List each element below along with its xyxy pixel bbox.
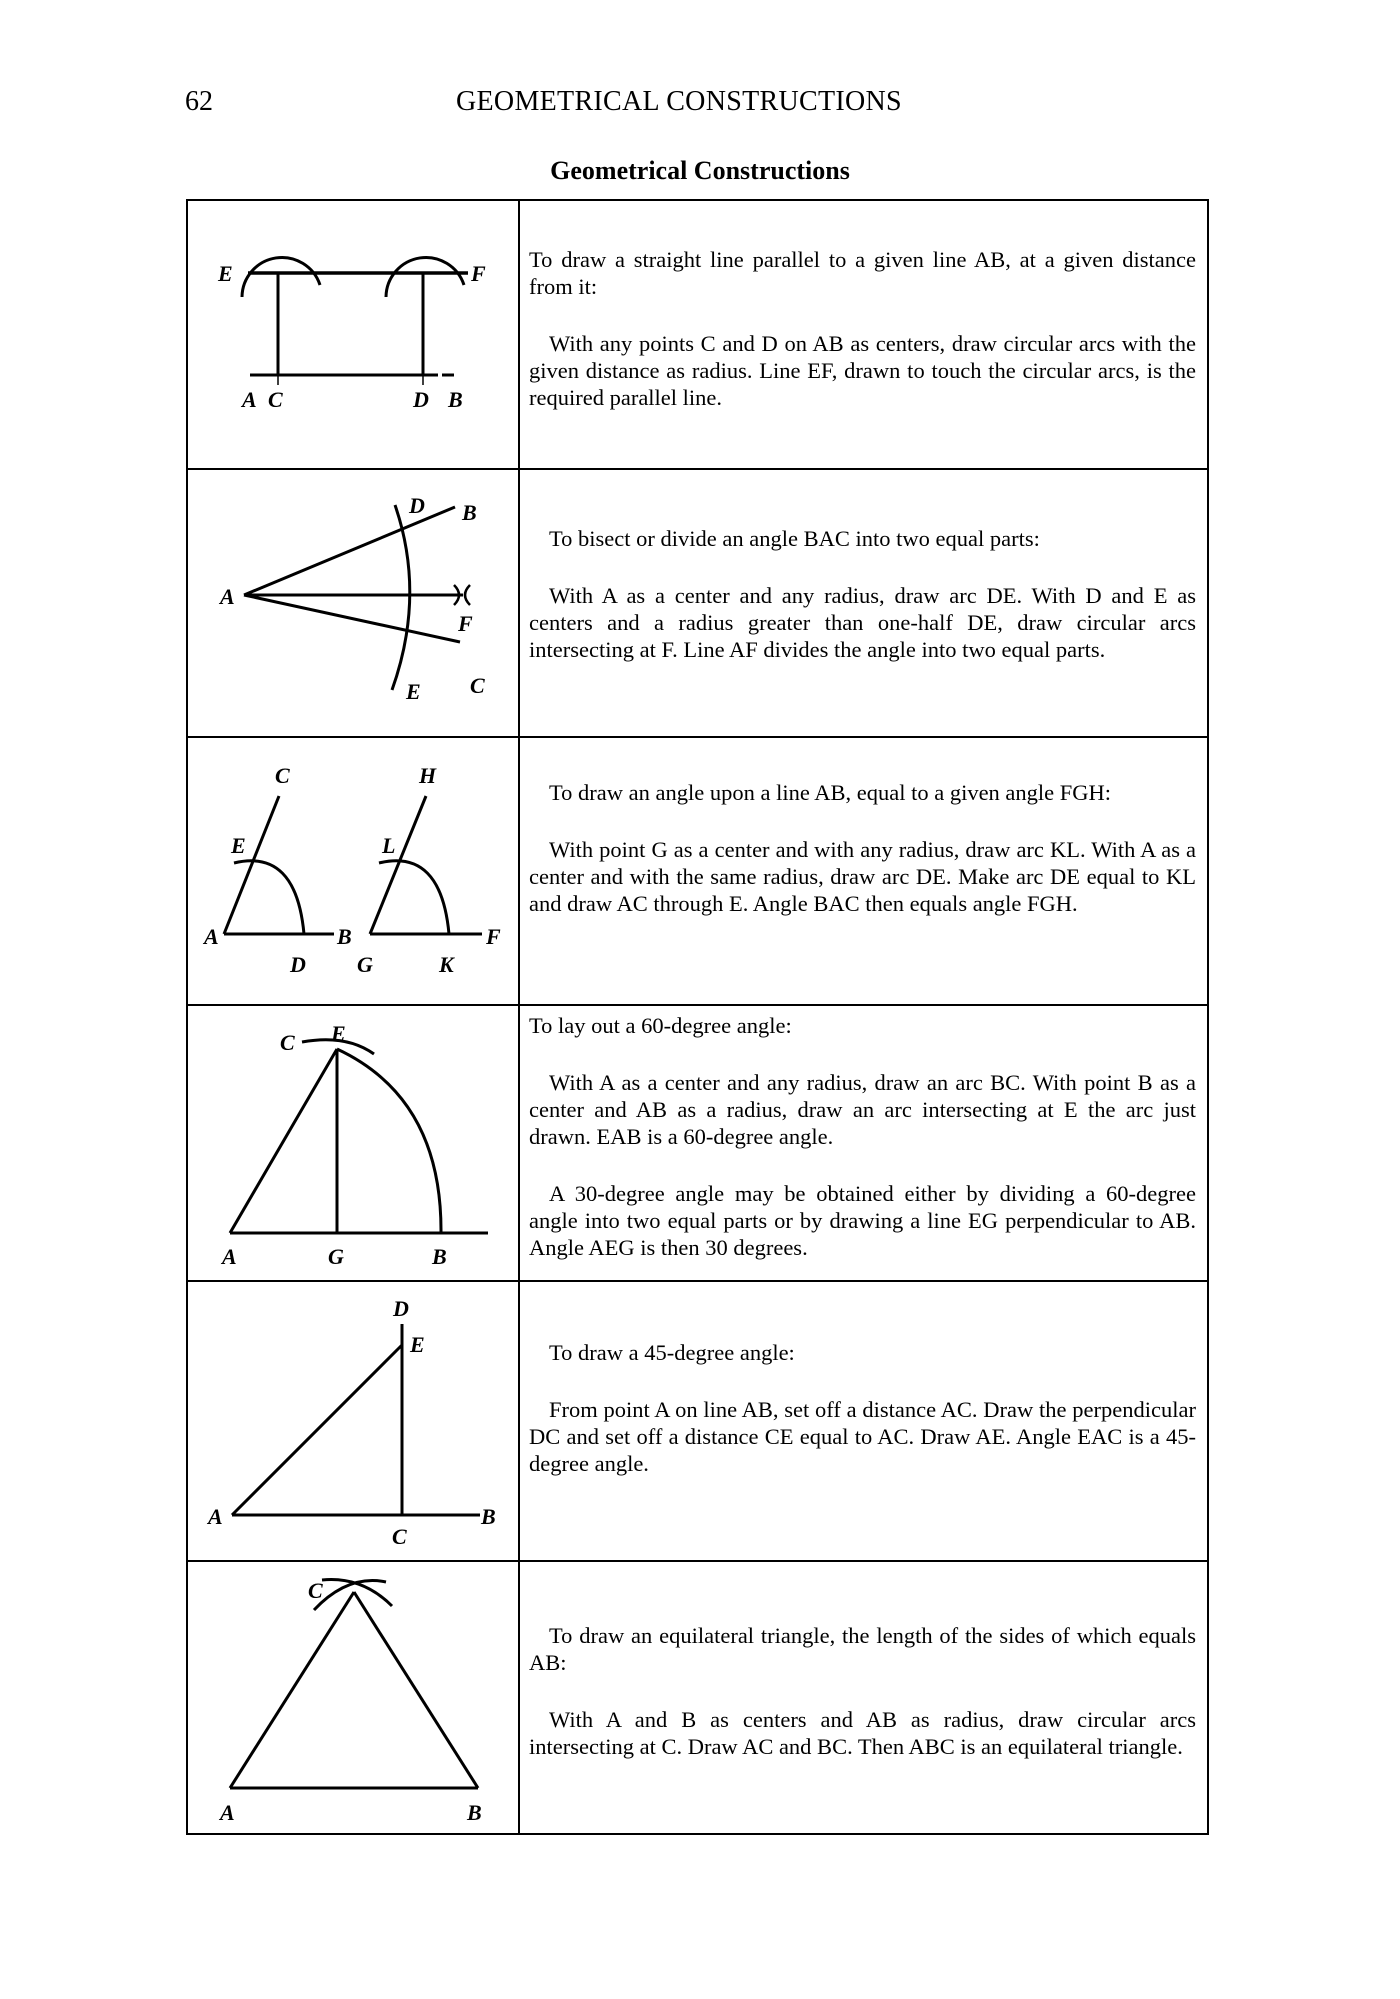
60-degree-diagram (188, 1006, 518, 1280)
figure-copy-angle (188, 738, 520, 1004)
table-row-parallel-line (188, 201, 1207, 470)
figure-parallel-line (188, 201, 520, 468)
label-D: D (413, 387, 429, 412)
label-G: G (328, 1244, 344, 1269)
paragraph: To draw a straight line parallel to a given line AB, at a given distance from it: (529, 247, 1196, 299)
label-E: E (331, 1021, 346, 1046)
label-E: E (406, 679, 421, 704)
label-H: H (419, 763, 437, 788)
label-A: A (220, 584, 235, 609)
figure-equilateral-triangle (188, 1562, 520, 1833)
text-45-degree (529, 1339, 1196, 1477)
label-G: G (357, 952, 373, 977)
label-D: D (290, 952, 306, 977)
text-parallel-line (529, 246, 1196, 411)
label-L: L (382, 833, 396, 858)
label-A: A (208, 1504, 223, 1529)
paragraph: With A and B as centers and AB as radius, draw circular arcs intersecting at C. Draw AC and BC. Then ABC is an equilateral triangle. (529, 1707, 1196, 1759)
label-C: C (308, 1578, 323, 1603)
label-B: B (467, 1800, 482, 1825)
label-B: B (481, 1504, 496, 1529)
label-A: A (222, 1244, 237, 1269)
label-C: C (280, 1030, 295, 1055)
running-head: GEOMETRICAL CONSTRUCTIONS (456, 86, 902, 117)
label-B: B (337, 924, 352, 949)
label-F: F (458, 611, 473, 636)
table-row-copy-angle (188, 738, 1207, 1006)
label-E: E (410, 1332, 425, 1357)
label-A: A (242, 387, 257, 412)
text-copy-angle (529, 779, 1196, 917)
paragraph: With any points C and D on AB as centers, draw circular arcs with the given distance as radius. Line EF, drawn to touch the circular arcs, is the required parallel line. (529, 331, 1196, 410)
figure-60-degree (188, 1006, 520, 1280)
paragraph: With A as a center and any radius, draw arc DE. With D and E as centers and a radius greater than one-half DE, draw circular arcs intersecting at F. Line AF divides the angle into two equal parts. (529, 583, 1196, 662)
paragraph: With point G as a center and with any radius, draw arc KL. With A as a center and with the same radius, draw arc DE. Make arc DE equal to KL and draw AC through E. Angle BAC then equals angle FGH. (529, 837, 1196, 916)
label-F: F (486, 924, 501, 949)
paragraph: With A as a center and any radius, draw an arc BC. With point B as a center and AB as a radius, draw an arc intersecting at E the arc just drawn. EAB is a 60-degree angle. (529, 1070, 1196, 1149)
table-row-60-degree (188, 1006, 1207, 1282)
text-60-degree (529, 1012, 1196, 1261)
figure-bisect-angle (188, 470, 520, 736)
label-E: E (218, 261, 233, 286)
label-F: F (471, 261, 486, 286)
label-E: E (231, 833, 246, 858)
label-C: C (392, 1524, 407, 1549)
text-bisect-angle (529, 525, 1196, 663)
figure-45-degree (188, 1282, 520, 1560)
45-degree-diagram (188, 1282, 518, 1560)
constructions-table (186, 199, 1209, 1835)
label-K: K (439, 952, 454, 977)
label-C: C (275, 763, 290, 788)
table-row-45-degree (188, 1282, 1207, 1562)
table-row-equilateral-triangle (188, 1562, 1207, 1833)
copy-angle-diagram (188, 738, 518, 1004)
label-C: C (268, 387, 283, 412)
label-B: B (448, 387, 463, 412)
parallel-line-diagram (188, 201, 518, 468)
equilateral-triangle-diagram (188, 1562, 518, 1833)
paragraph: To lay out a 60-degree angle: (529, 1013, 792, 1038)
paragraph: To draw an equilateral triangle, the length of the sides of which equals AB: (529, 1623, 1196, 1675)
bisect-angle-diagram (188, 470, 518, 736)
label-D: D (393, 1296, 409, 1321)
label-D: D (409, 493, 425, 518)
paragraph: To bisect or divide an angle BAC into two equal parts: (549, 526, 1040, 551)
label-C: C (470, 673, 485, 698)
label-B: B (432, 1244, 447, 1269)
label-A: A (204, 924, 219, 949)
paragraph: A 30-degree angle may be obtained either by dividing a 60-degree angle into two equal parts or by drawing a line EG perpendicular to AB. Angle AEG is then 30 degrees. (529, 1181, 1196, 1260)
label-A: A (220, 1800, 235, 1825)
table-row-bisect-angle (188, 470, 1207, 738)
table-title: Geometrical Constructions (550, 156, 850, 185)
paragraph: To draw an angle upon a line AB, equal to a given angle FGH: (549, 780, 1112, 805)
paragraph: From point A on line AB, set off a distance AC. Draw the perpendicular DC and set off a distance CE equal to AC. Draw AE. Angle EAC is a 45-degree angle. (529, 1397, 1196, 1476)
paragraph: To draw a 45-degree angle: (549, 1340, 795, 1365)
text-equilateral-triangle (529, 1622, 1196, 1760)
page-number: 62 (185, 86, 213, 117)
label-B: B (462, 500, 477, 525)
